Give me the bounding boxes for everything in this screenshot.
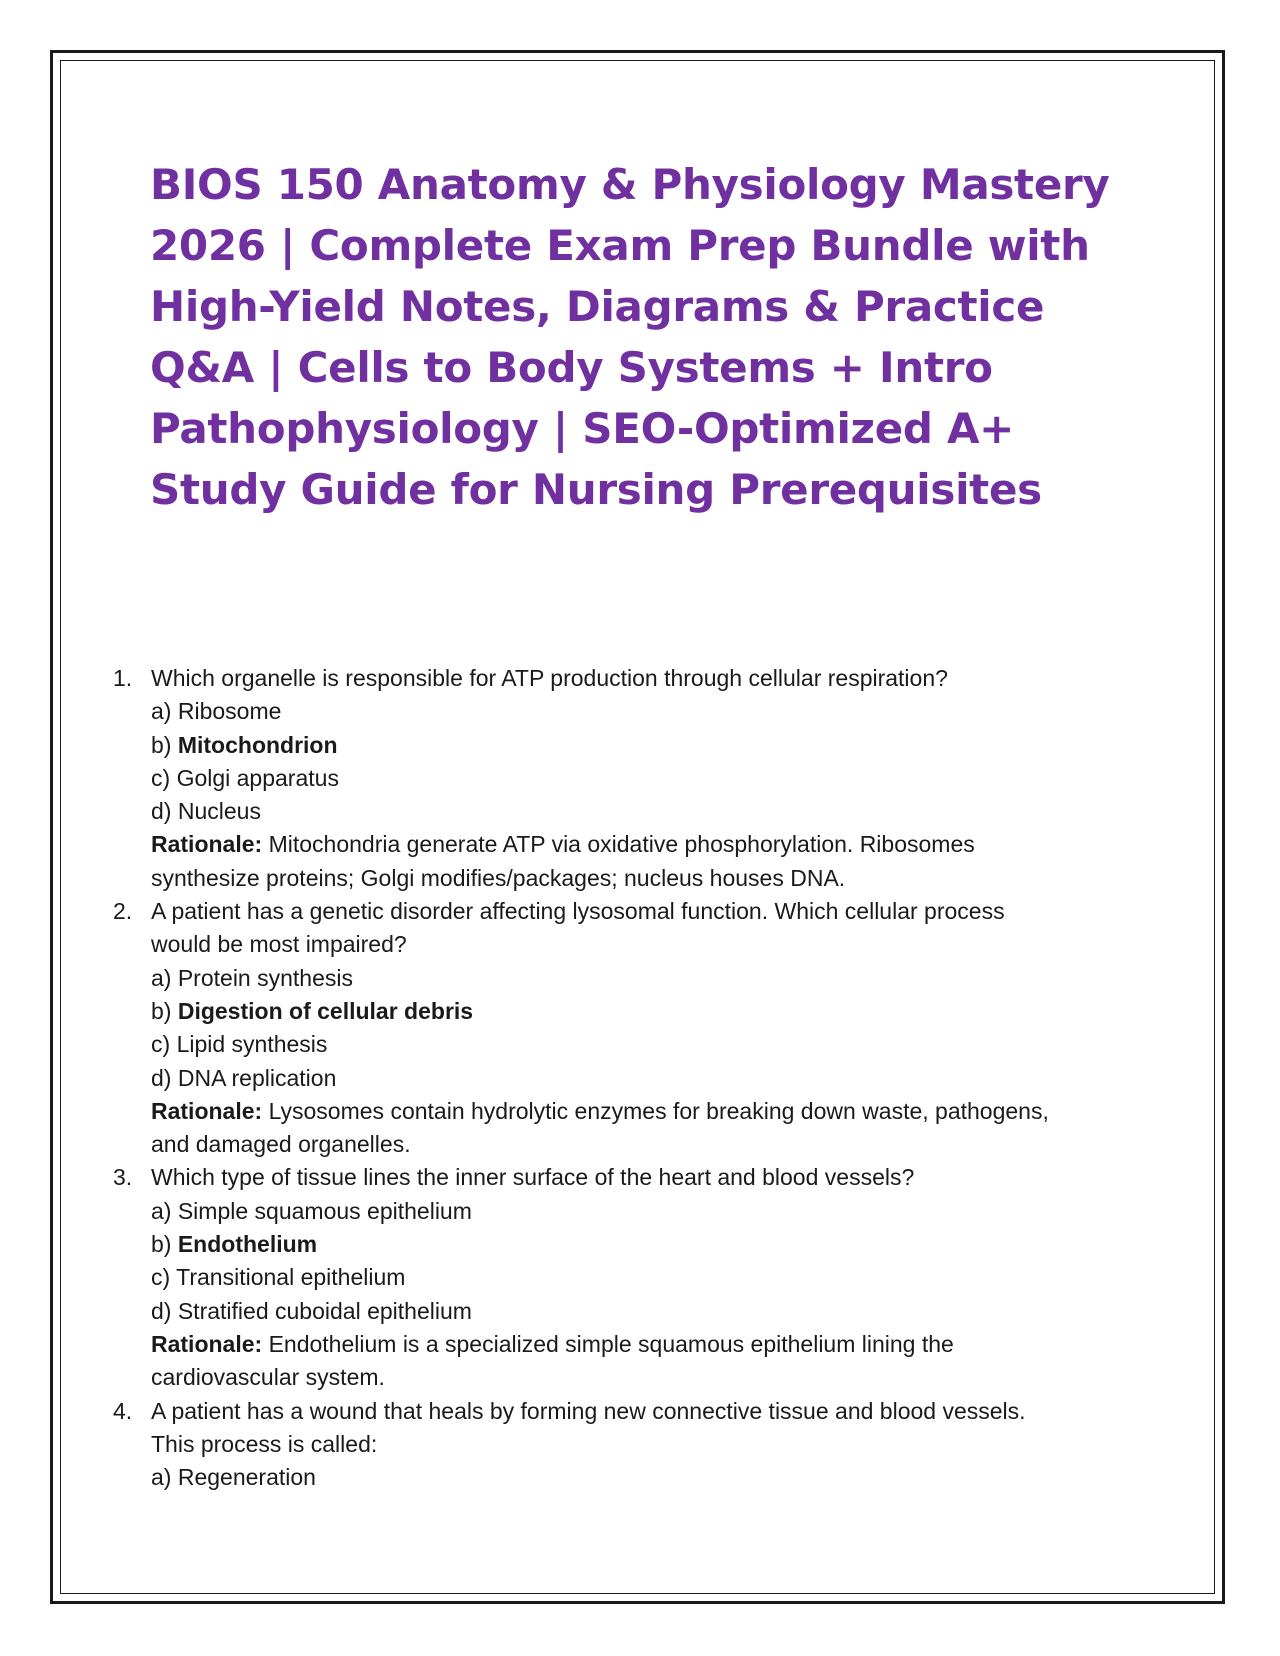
rationale-continued: and damaged organelles.	[151, 1131, 411, 1158]
question-number: 4.	[113, 1397, 133, 1424]
rationale-continued: cardiovascular system.	[151, 1364, 385, 1391]
answer-option: a) Simple squamous epithelium	[151, 1197, 472, 1224]
question-item	[105, 1161, 1165, 1394]
rationale-label: Rationale:	[151, 1330, 263, 1357]
answer-option: c) Lipid synthesis	[151, 1031, 328, 1058]
answer-option-correct: b) Digestion of cellular debris	[151, 997, 474, 1024]
answer-option: c) Transitional epithelium	[151, 1264, 406, 1291]
question-stem: Which organelle is responsible for ATP production through cellular respiration?	[151, 665, 948, 691]
rationale: Rationale: Lysosomes contain hydrolytic enzymes for breaking down waste, pathogens,	[151, 1097, 1049, 1124]
rationale-label: Rationale:	[151, 1097, 263, 1124]
question-number: 3.	[113, 1164, 133, 1191]
question-stem-continued: would be most impaired?	[151, 931, 407, 958]
answer-option: a) Protein synthesis	[151, 964, 353, 991]
question-item	[105, 895, 1165, 1161]
question-number: 2.	[113, 898, 133, 925]
answer-option-correct: b) Mitochondrion	[151, 731, 338, 758]
rationale-continued: synthesize proteins; Golgi modifies/packages; nucleus houses DNA.	[151, 864, 846, 891]
answer-option: c) Golgi apparatus	[151, 764, 339, 791]
answer-option: a) Ribosome	[151, 698, 282, 725]
answer-option: d) DNA replication	[151, 1064, 337, 1091]
rationale: Rationale: Mitochondria generate ATP via oxidative phosphorylation. Ribosomes	[151, 831, 975, 858]
question-item	[105, 1395, 1165, 1495]
question-stem: Which type of tissue lines the inner surface of the heart and blood vessels?	[151, 1164, 915, 1191]
question-list	[105, 662, 1165, 1494]
answer-option: d) Nucleus	[151, 798, 261, 825]
answer-option: d) Stratified cuboidal epithelium	[151, 1297, 472, 1324]
document-title: BIOS 150 Anatomy & Physiology Mastery 2026 | Complete Exam Prep Bundle with High-Yield Notes, Diagrams & Practice Q&A | Cells to Body Systems + Intro Pathophysiology | SEO-Optimized A+ Study Guide for Nursing Prerequisites	[150, 160, 1110, 514]
answer-option: a) Regeneration	[151, 1464, 316, 1491]
answer-option-correct: b) Endothelium	[151, 1231, 318, 1258]
question-stem: A patient has a genetic disorder affecting lysosomal function. Which cellular process	[151, 898, 1005, 925]
rationale-label: Rationale:	[151, 831, 263, 858]
rationale: Rationale: Endothelium is a specialized simple squamous epithelium lining the	[151, 1330, 954, 1357]
question-item	[105, 662, 1165, 895]
question-stem-continued: This process is called:	[151, 1430, 378, 1457]
question-stem: A patient has a wound that heals by forming new connective tissue and blood vessels.	[151, 1397, 1026, 1424]
question-number: 1.	[113, 665, 133, 691]
